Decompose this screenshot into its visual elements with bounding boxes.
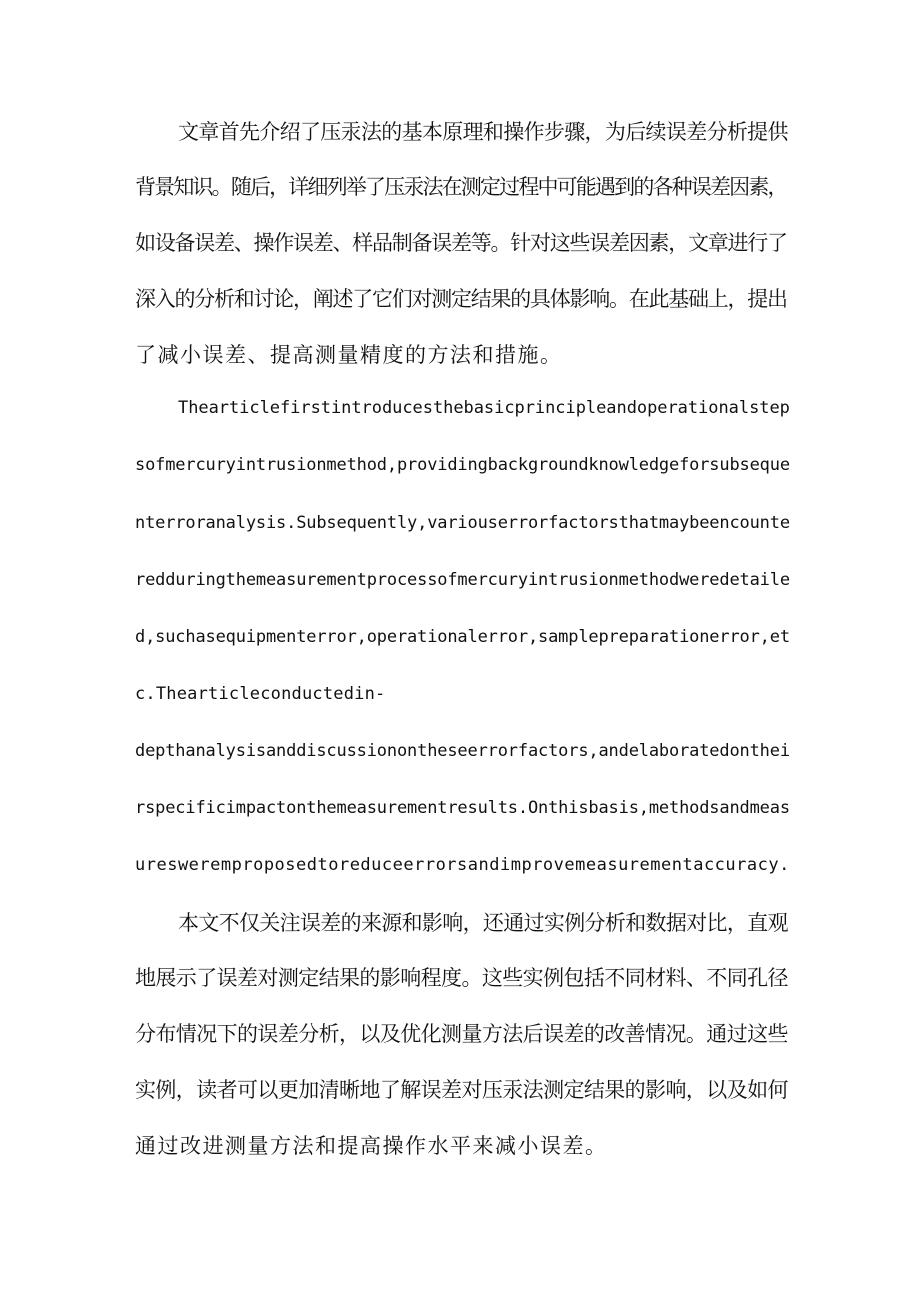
text-line: sofmercuryintrusionmethod,providingbackgroundknowledgeforsubseque — [135, 455, 790, 475]
text-line: nterroranalysis.Subsequently,variouserrorfactorsthatmaybeencounte — [135, 513, 790, 533]
text-line: 本文不仅关注误差的来源和影响，还通过实例分析和数据对比，直观 — [178, 911, 788, 935]
text-line: 通过改进测量方法和提高操作水平来减小误差。 — [135, 1134, 608, 1158]
text-line: redduringthemeasurementprocessofmercuryintrusionmethodweredetaile — [135, 570, 790, 590]
text-line: 背景知识。随后，详细列举了压汞法在测定过程中可能遇到的各种误差因素， — [135, 175, 787, 199]
text-line: 实例，读者可以更加清晰地了解误差对压汞法测定结果的影响，以及如何 — [135, 1078, 788, 1102]
text-line: depthanalysisanddiscussionontheseerrorfactors,andelaboratedonthei — [135, 741, 790, 761]
text-line: 了减小误差、提高测量精度的方法和措施。 — [135, 343, 563, 367]
text-line: 文章首先介绍了压汞法的基本原理和操作步骤，为后续误差分析提供 — [178, 120, 788, 144]
text-line: uresweremproposedtoreduceerrorsandimprovemeasurementaccuracy. — [135, 855, 790, 875]
text-line: 深入的分析和讨论，阐述了它们对测定结果的具体影响。在此基础上，提出 — [135, 287, 787, 311]
text-line: 如设备误差、操作误差、样品制备误差等。针对这些误差因素，文章进行了 — [135, 231, 787, 255]
text-line: 分布情况下的误差分析，以及优化测量方法后误差的改善情况。通过这些 — [135, 1022, 788, 1046]
text-line: d,suchasequipmenterror,operationalerror,samplepreparationerror,et — [135, 627, 790, 647]
text-line: c.Thearticleconductedin- — [135, 684, 386, 704]
text-line: 地展示了误差对测定结果的影响程度。这些实例包括不同材料、不同孔径 — [135, 966, 788, 990]
text-line: rspecificimpactonthemeasurementresults.Onthisbasis,methodsandmeas — [135, 798, 790, 818]
text-line: Thearticlefirstintroducesthebasicprincipleandoperationalstep — [178, 398, 790, 418]
